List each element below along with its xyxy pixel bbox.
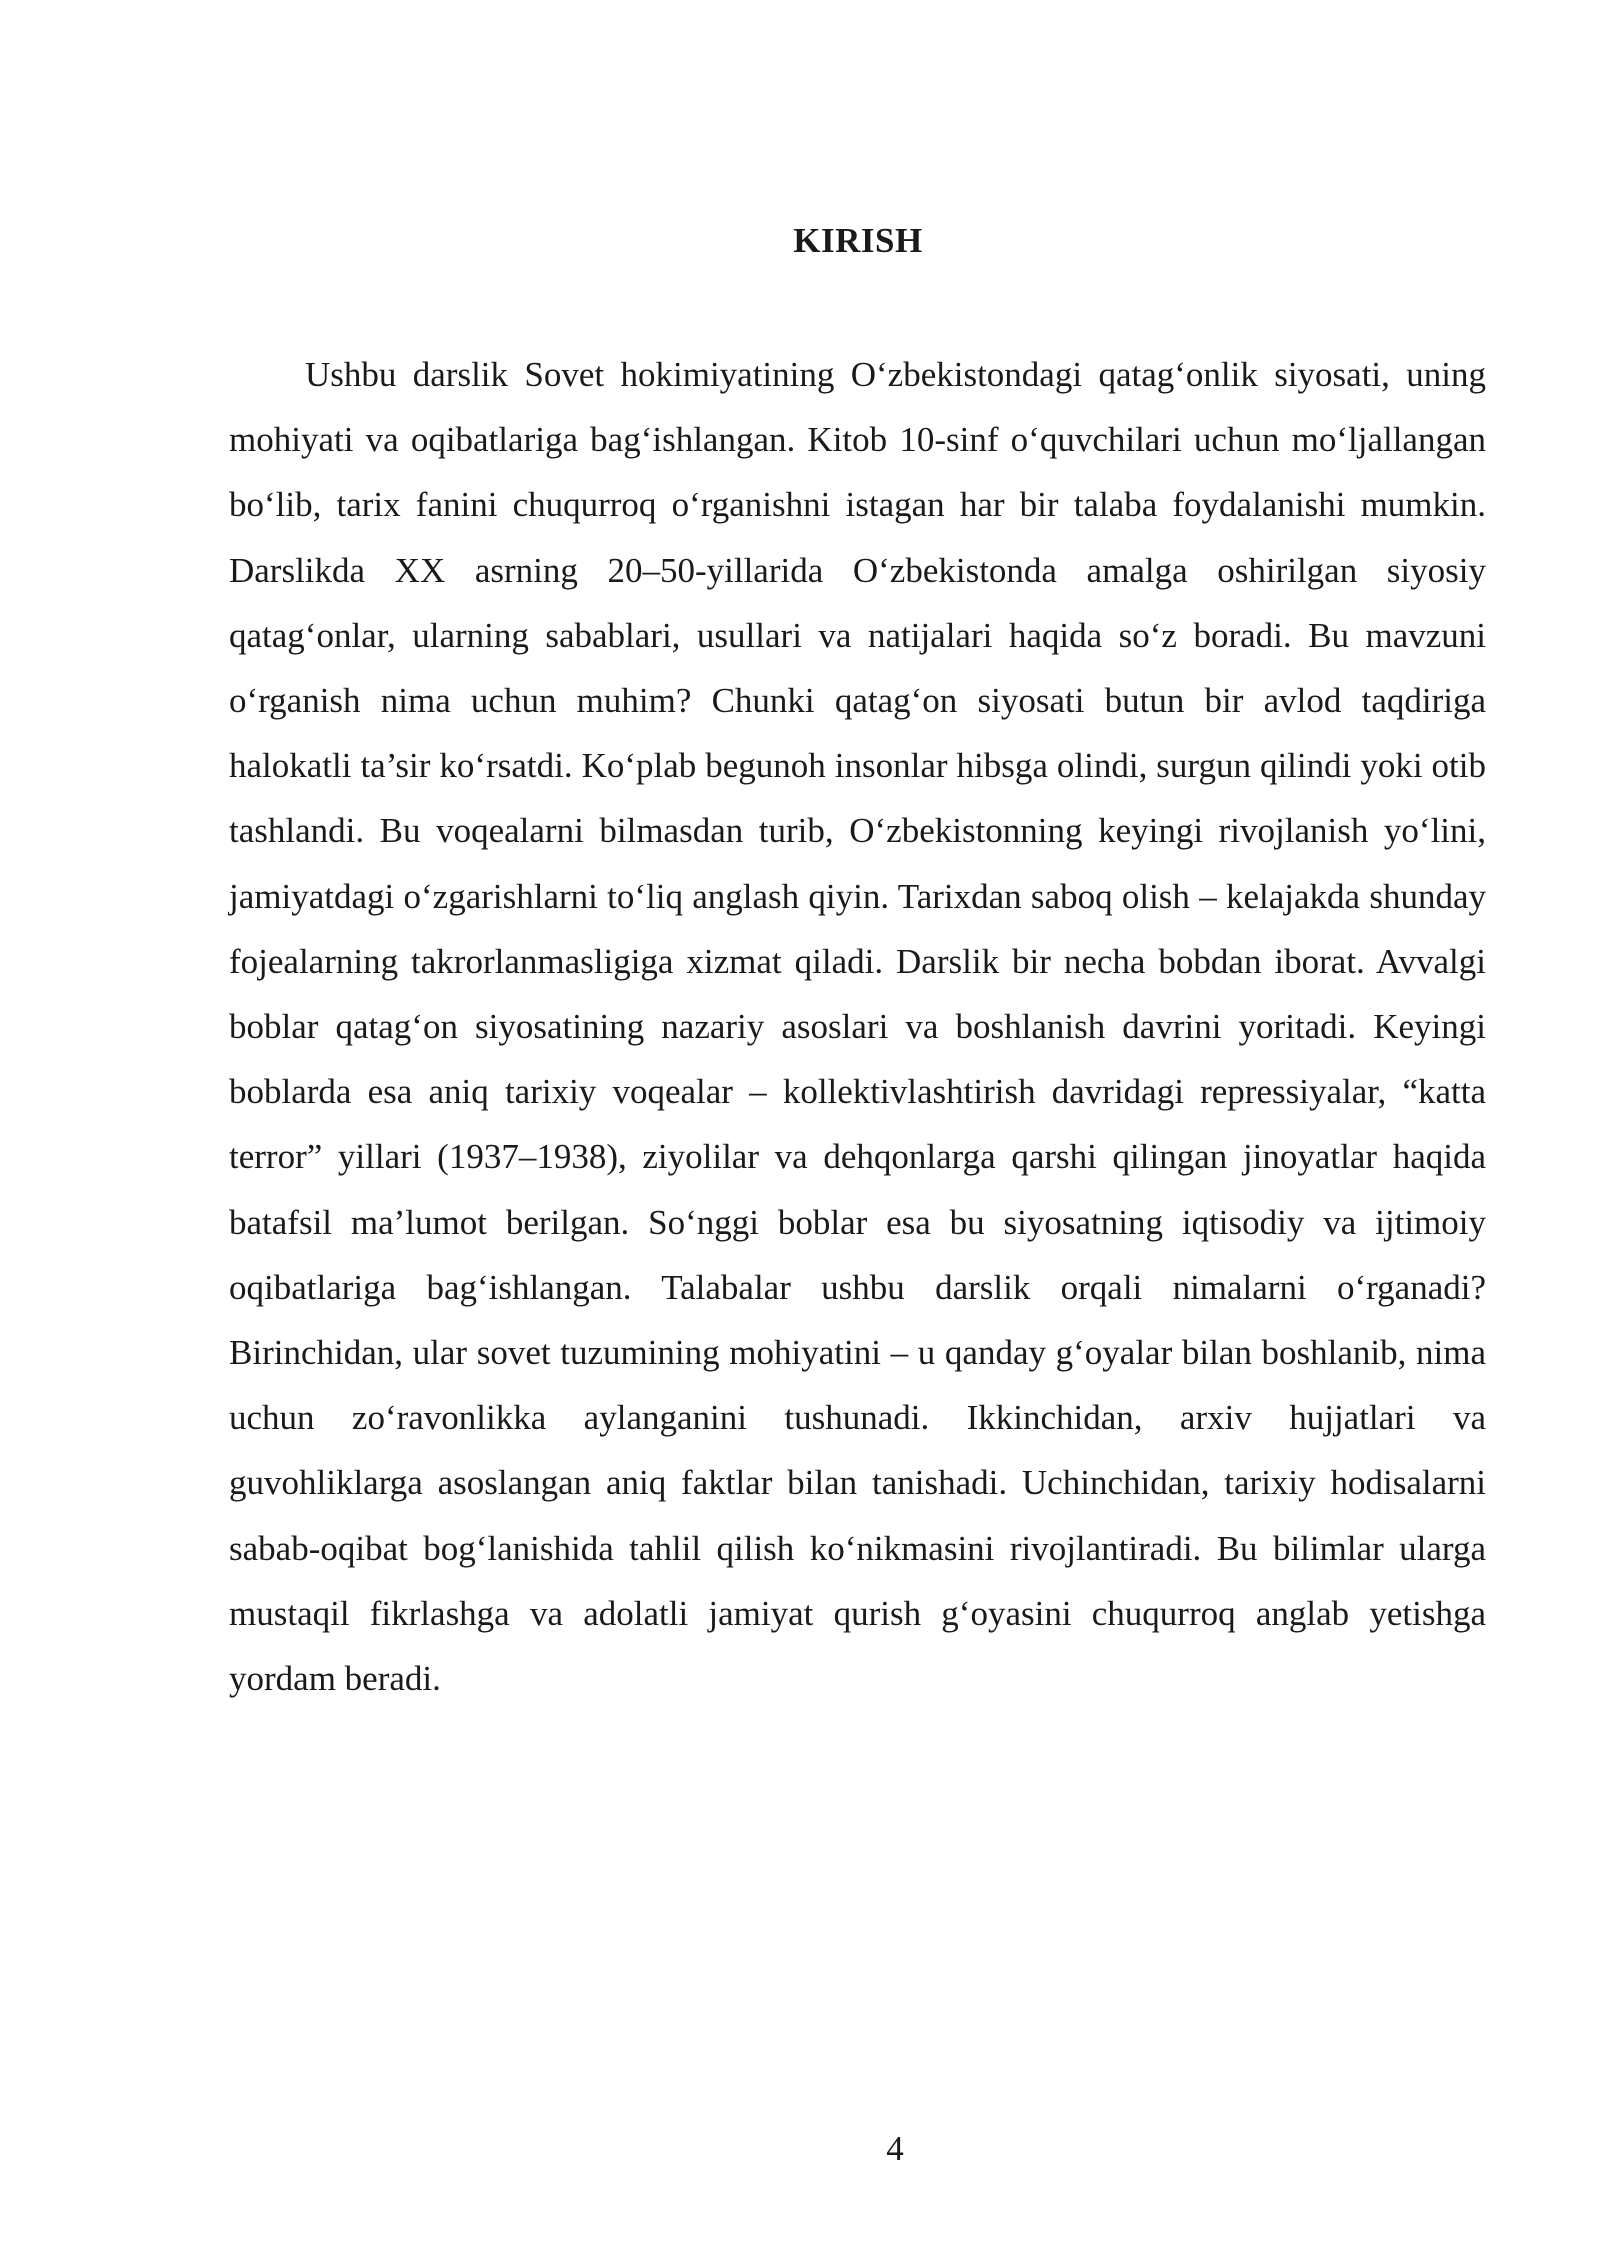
page-number: 4 [886, 2129, 904, 2168]
page-title: KIRISH [793, 221, 923, 260]
body-paragraph: Ushbu darslik Sovet hokimiyatining O‘zbekistondagi qatag‘onlik siyosati, uning mohiyati va oqibatlariga bag‘ishlangan. Kitob 10-sinf o‘quvchilari uchun mo‘ljallangan bo‘lib, tarix fanini chuqurroq o‘rganishni istagan har bir talaba foydalanishi mumkin. Darslikda XX asrning 20–50-yillarida O‘zbekistonda amalga oshirilgan siyosiy qatag‘onlar, ularning sabablari, usullari va natijalari haqida so‘z boradi. Bu mavzuni o‘rganish nima uchun muhim? Chunki qatag‘on siyosati butun bir avlod taqdiriga halokatli ta’sir ko‘rsatdi. Ko‘plab begunoh insonlar hibsga olindi, surgun qilindi yoki otib tashlandi. Bu voqealarni bilmasdan turib, O‘zbekistonning keyingi rivojlanish yo‘lini, jamiyatdagi o‘zgarishlarni to‘liq anglash qiyin. Tarixdan saboq olish – kelajakda shunday fojealarning takrorlanmasligiga xizmat qiladi. Darslik bir necha bobdan iborat. Avvalgi boblar qatag‘on siyosatining nazariy asoslari va boshlanish davrini yoritadi. Keyingi boblarda esa aniq tarixiy voqealar – kollektivlashtirish davridagi repressiyalar, “katta terror” yillari (1937–1938), ziyolilar va dehqonlarga qarshi qilingan jinoyatlar haqida batafsil ma’lumot berilgan. So‘nggi boblar esa bu siyosatning iqtisodiy va ijtimoiy oqibatlariga bag‘ishlangan. Talabalar ushbu darslik orqali nimalarni o‘rganadi? Birinchidan, ular sovet tuzumining mohiyatini – u qanday g‘oyalar bilan boshlanib, nima uchun zo‘ravonlikka aylanganini tushunadi. Ikkinchidan, arxiv hujjatlari va guvohliklarga asoslangan aniq faktlar bilan tanishadi. Uchinchidan, tarixiy hodisalarni sabab-oqibat bog‘lanishida tahlil qilish ko‘nikmasini rivojlantiradi. Bu bilimlar ularga mustaqil fikrlashga va adolatli jamiyat qurish g‘oyasini chuqurroq anglab yetishga yordam beradi. [229, 355, 1486, 1699]
